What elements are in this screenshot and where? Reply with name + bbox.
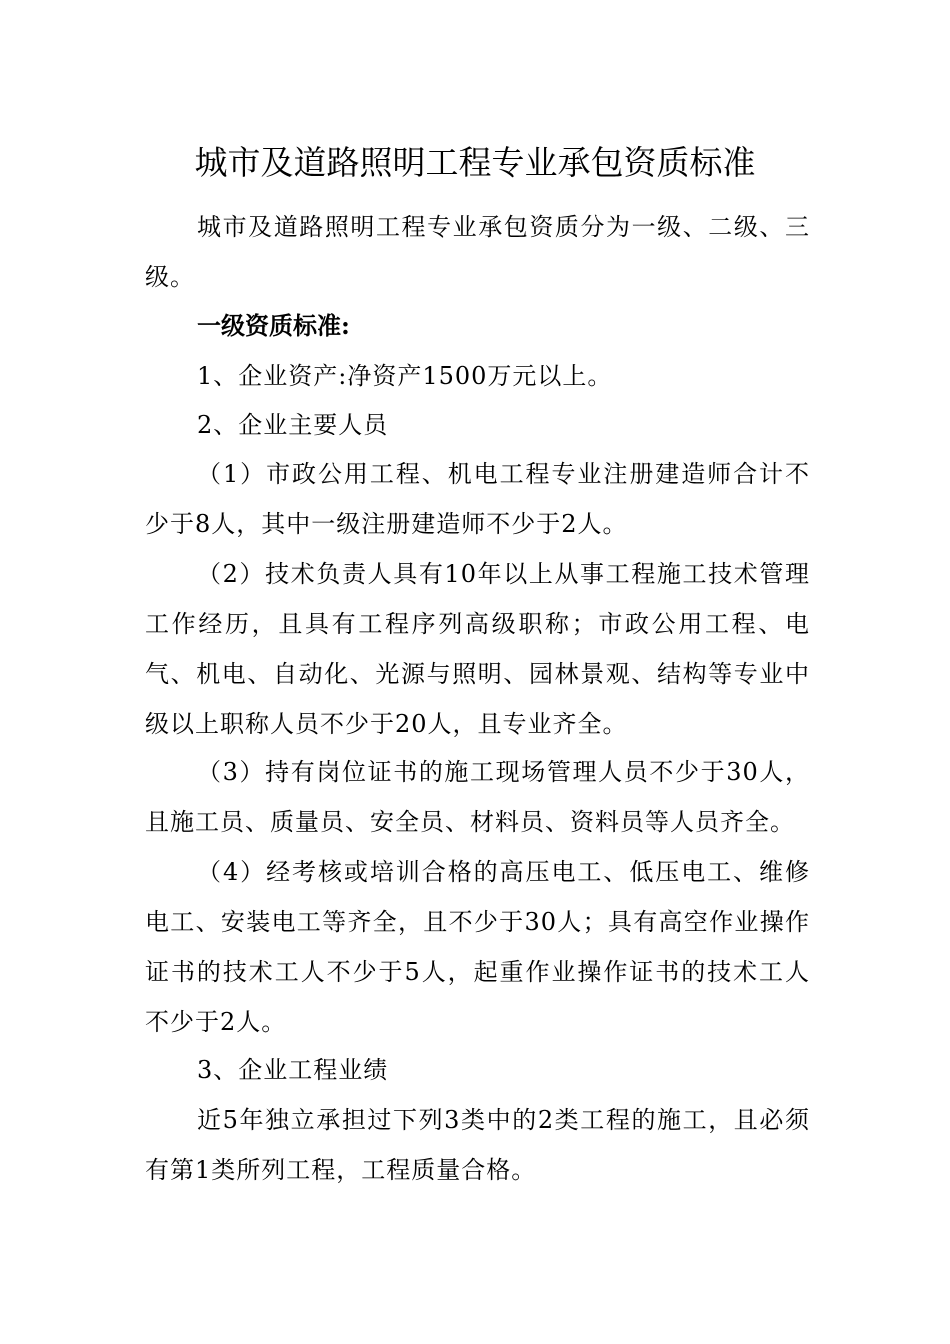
item-engineering-performance: 3、企业工程业绩 bbox=[197, 1056, 389, 1084]
performance-paragraph: 近5年独立承担过下列3类中的2类工程的施工，且必须有第1类所列工程，工程质量合格。 bbox=[145, 1106, 810, 1184]
item-personnel-4: （4）经考核或培训合格的高压电工、低压电工、维修电工、安装电工等齐全，且不少于30人；具有高空作业操作证书的技术工人不少于5人，起重作业操作证书的技术工人不少于2人。 bbox=[145, 858, 810, 1036]
item-personnel-3: （3）持有岗位证书的施工现场管理人员不少于30人，且施工员、质量员、安全员、材料员、资料员等人员齐全。 bbox=[145, 758, 810, 836]
level1-heading: 一级资质标准: bbox=[197, 311, 350, 340]
document-title: 城市及道路照明工程专业承包资质标准 bbox=[194, 143, 756, 182]
intro-paragraph: 城市及道路照明工程专业承包资质分为一级、二级、三级。 bbox=[145, 213, 810, 291]
item-main-personnel: 2、企业主要人员 bbox=[197, 411, 389, 439]
item-enterprise-assets: 1、企业资产:净资产1500万元以上。 bbox=[197, 362, 613, 390]
item-personnel-1: （1）市政公用工程、机电工程专业注册建造师合计不少于8人，其中一级注册建造师不少于2人。 bbox=[145, 460, 810, 538]
item-personnel-2: （2）技术负责人具有10年以上从事工程施工技术管理工作经历，且具有工程序列高级职称；市政公用工程、电气、机电、自动化、光源与照明、园林景观、结构等专业中级以上职称人员不少于20人，且专业齐全。 bbox=[145, 560, 810, 738]
